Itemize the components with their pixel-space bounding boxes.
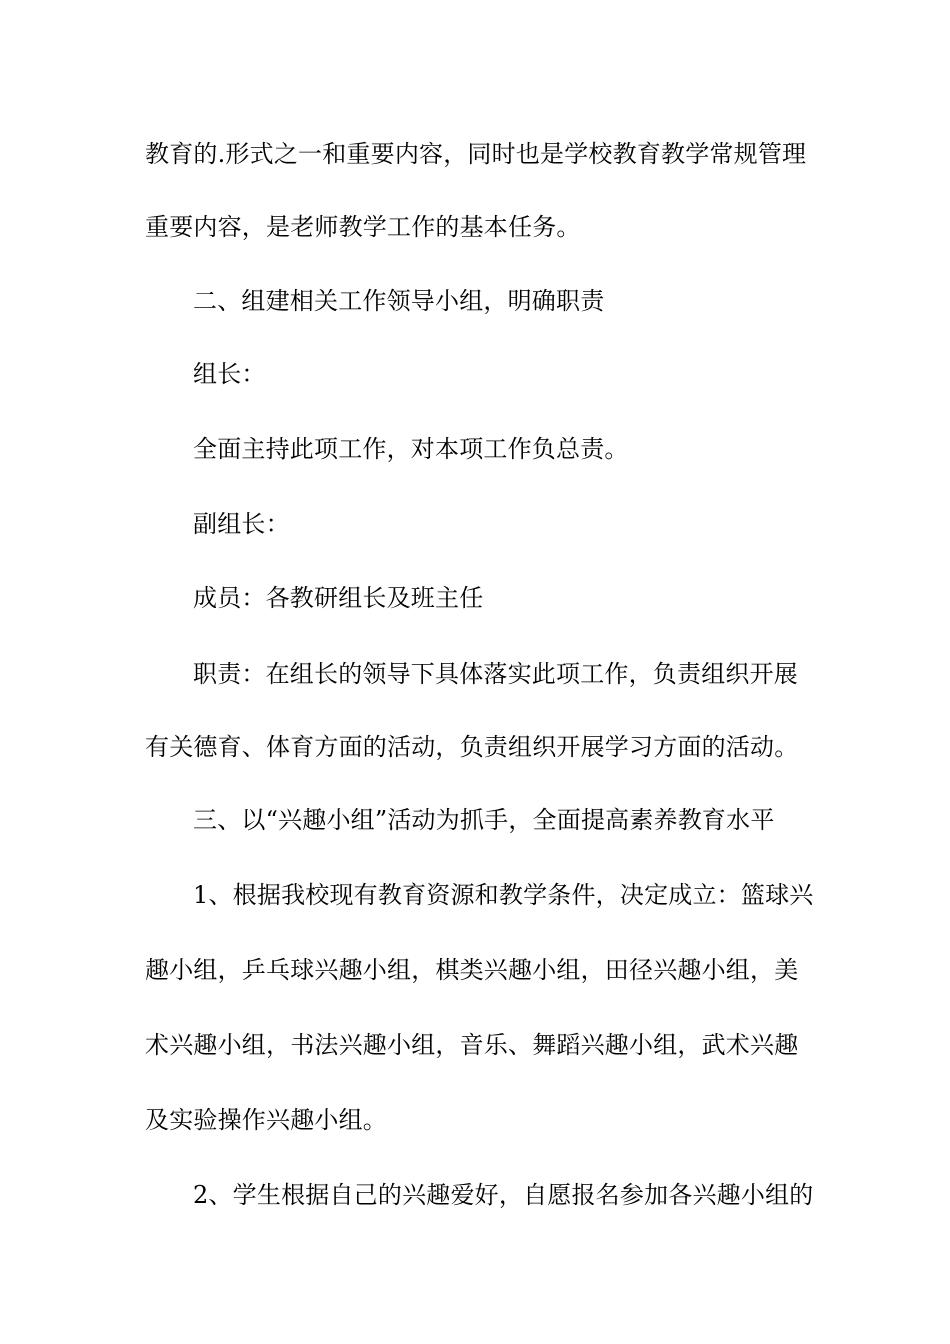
paragraph-line: 教育的.形式之一和重要内容，同时也是学校教育教学常规管理 <box>145 140 807 168</box>
paragraph-line: 全面主持此项工作，对本项工作负总责。 <box>193 435 629 463</box>
paragraph-line: 副组长： <box>193 510 290 538</box>
paragraph-line: 重要内容，是老师教学工作的基本任务。 <box>145 213 581 241</box>
section-heading: 三、以“兴趣小组”活动为抓手，全面提高素养教育水平 <box>193 806 775 834</box>
paragraph-line: 及实验操作兴趣小组。 <box>145 1106 387 1134</box>
paragraph-line: 成员：各教研组长及班主任 <box>193 584 484 612</box>
paragraph-line: 趣小组，乒乓球兴趣小组，棋类兴趣小组，田径兴趣小组，美 <box>145 956 799 984</box>
paragraph-line: 术兴趣小组，书法兴趣小组，音乐、舞蹈兴趣小组，武术兴趣 <box>145 1031 799 1059</box>
paragraph-line: 组长： <box>193 360 266 388</box>
paragraph-line: 1、根据我校现有教育资源和教学条件，决定成立：篮球兴 <box>193 881 814 909</box>
section-heading: 二、组建相关工作领导小组，明确职责 <box>193 287 605 315</box>
paragraph-line: 2、学生根据自己的兴趣爱好，自愿报名参加各兴趣小组的 <box>193 1181 814 1209</box>
paragraph-line: 有关德育、体育方面的活动，负责组织开展学习方面的活动。 <box>145 733 799 761</box>
paragraph-line: 职责：在组长的领导下具体落实此项工作，负责组织开展 <box>193 660 798 688</box>
